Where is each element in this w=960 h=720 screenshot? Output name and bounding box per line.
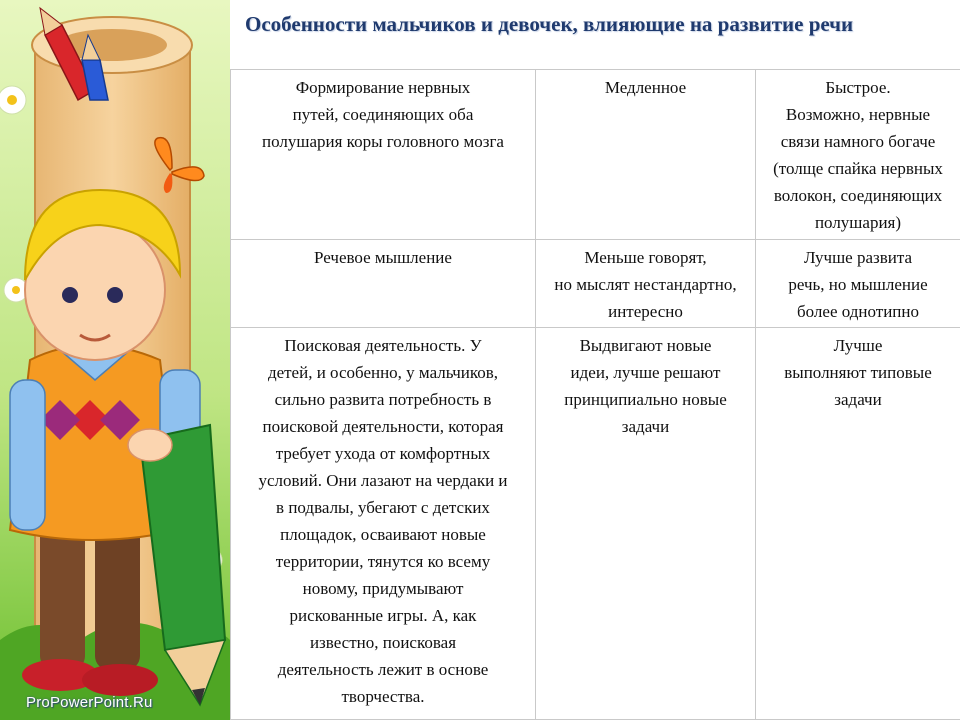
girls-text: Лучше выполняют типовые задачи [784, 336, 932, 409]
table-row [231, 70, 960, 240]
boys-text: Меньше говорят, но мыслят нестандартно, интересно [554, 248, 737, 321]
boys-text: Медленное [604, 78, 687, 97]
girls-cell [756, 70, 960, 240]
slide-title: Особенности мальчиков и девочек, влияющие на развитие речи [245, 12, 854, 36]
girls-text: Быстрое. Возможно, нервные связи намного богаче (толще спайка нервных волокон, соединяющих полушария) [773, 78, 943, 232]
feature-cell [231, 240, 536, 328]
boys-cell [536, 328, 756, 720]
feature-text: Формирование нервных путей, соединяющих оба полушария коры головного мозга [262, 78, 504, 151]
boys-text: Выдвигают новые идеи, лучше решают принципиально новые задачи [564, 336, 727, 436]
boys-cell [536, 240, 756, 328]
feature-text: Поисковая деятельность. У детей, и особенно, у мальчиков, сильно развита потребность в поисковой деятельности, которая требует ухода от комфортных условий. Они лазают на чердаки и в подвалы, убегают с детских площадок, осваивают новые территории, тянутся ко всему новому, придумывают рискованные игры. А, как известно, поисковая деятельность лежит в основе творчества. [258, 336, 508, 706]
girls-cell [756, 240, 960, 328]
features-table [230, 69, 960, 720]
boys-cell [536, 70, 756, 240]
feature-cell [231, 70, 536, 240]
feature-text: Речевое мышление [314, 248, 452, 267]
boy-with-pencil-illustration [0, 0, 230, 720]
girls-cell [756, 328, 960, 720]
watermark: ProPowerPoint.Ru [26, 694, 153, 711]
table-row [231, 328, 960, 720]
girls-text: Лучше развита речь, но мышление более однотипно [788, 248, 928, 321]
feature-cell [231, 328, 536, 720]
table-row [231, 240, 960, 328]
